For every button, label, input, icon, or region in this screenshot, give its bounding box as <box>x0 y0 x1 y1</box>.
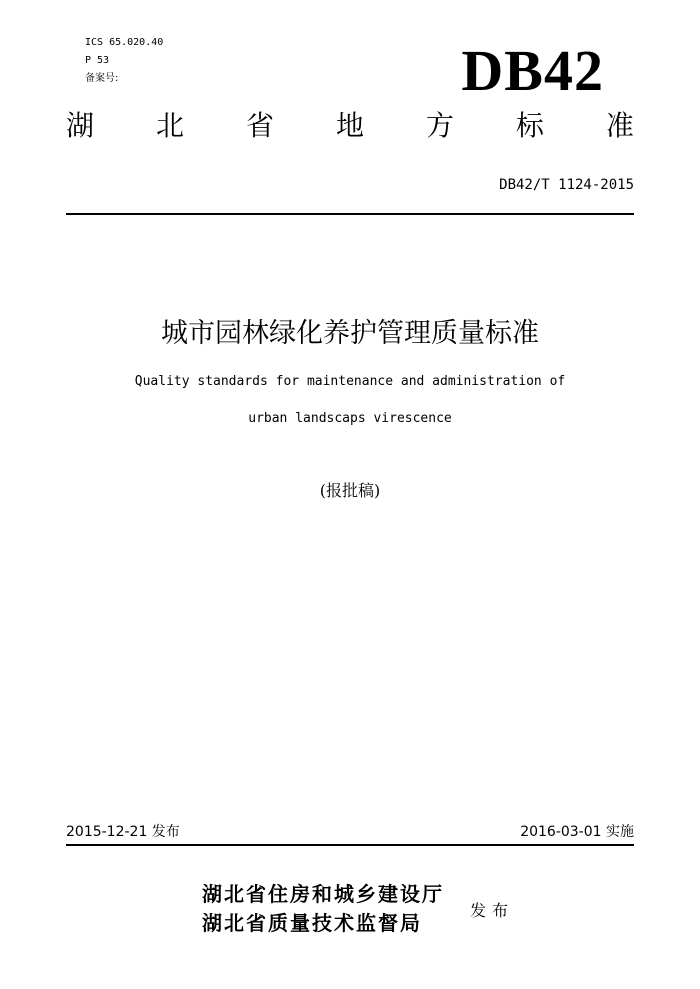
standard-number: DB42/T 1124-2015 <box>499 177 634 193</box>
standard-type-title <box>66 109 634 142</box>
beian-label: 备案号: <box>85 73 119 84</box>
publisher-1: 湖北省住房和城乡建设厅 <box>202 882 444 906</box>
top-divider <box>66 213 634 215</box>
english-title-line1: Quality standards for maintenance and administration of <box>134 374 566 389</box>
title-char: 方 <box>425 109 454 142</box>
publish-verb: 发布 <box>470 901 515 920</box>
p-code: P 53 <box>85 55 110 66</box>
ics-code: ICS 65.020.40 <box>85 37 164 48</box>
issue-date: 2015-12-21 发布 <box>66 824 180 840</box>
title-char: 准 <box>605 109 634 142</box>
implementation-date: 2016-03-01 实施 <box>520 824 634 840</box>
standard-code-logo: DB42 <box>461 38 604 103</box>
document-title: 城市园林绿化养护管理质量标准 <box>161 318 539 349</box>
title-char: 北 <box>155 109 184 142</box>
title-char: 湖 <box>66 109 95 142</box>
draft-status: (报批稿) <box>319 481 381 500</box>
bottom-divider <box>66 844 634 846</box>
title-char: 地 <box>335 109 364 142</box>
publisher-2: 湖北省质量技术监督局 <box>202 911 422 935</box>
title-char: 省 <box>245 109 274 142</box>
english-title-line2: urban landscaps virescence <box>248 411 452 426</box>
title-char: 标 <box>515 109 544 142</box>
